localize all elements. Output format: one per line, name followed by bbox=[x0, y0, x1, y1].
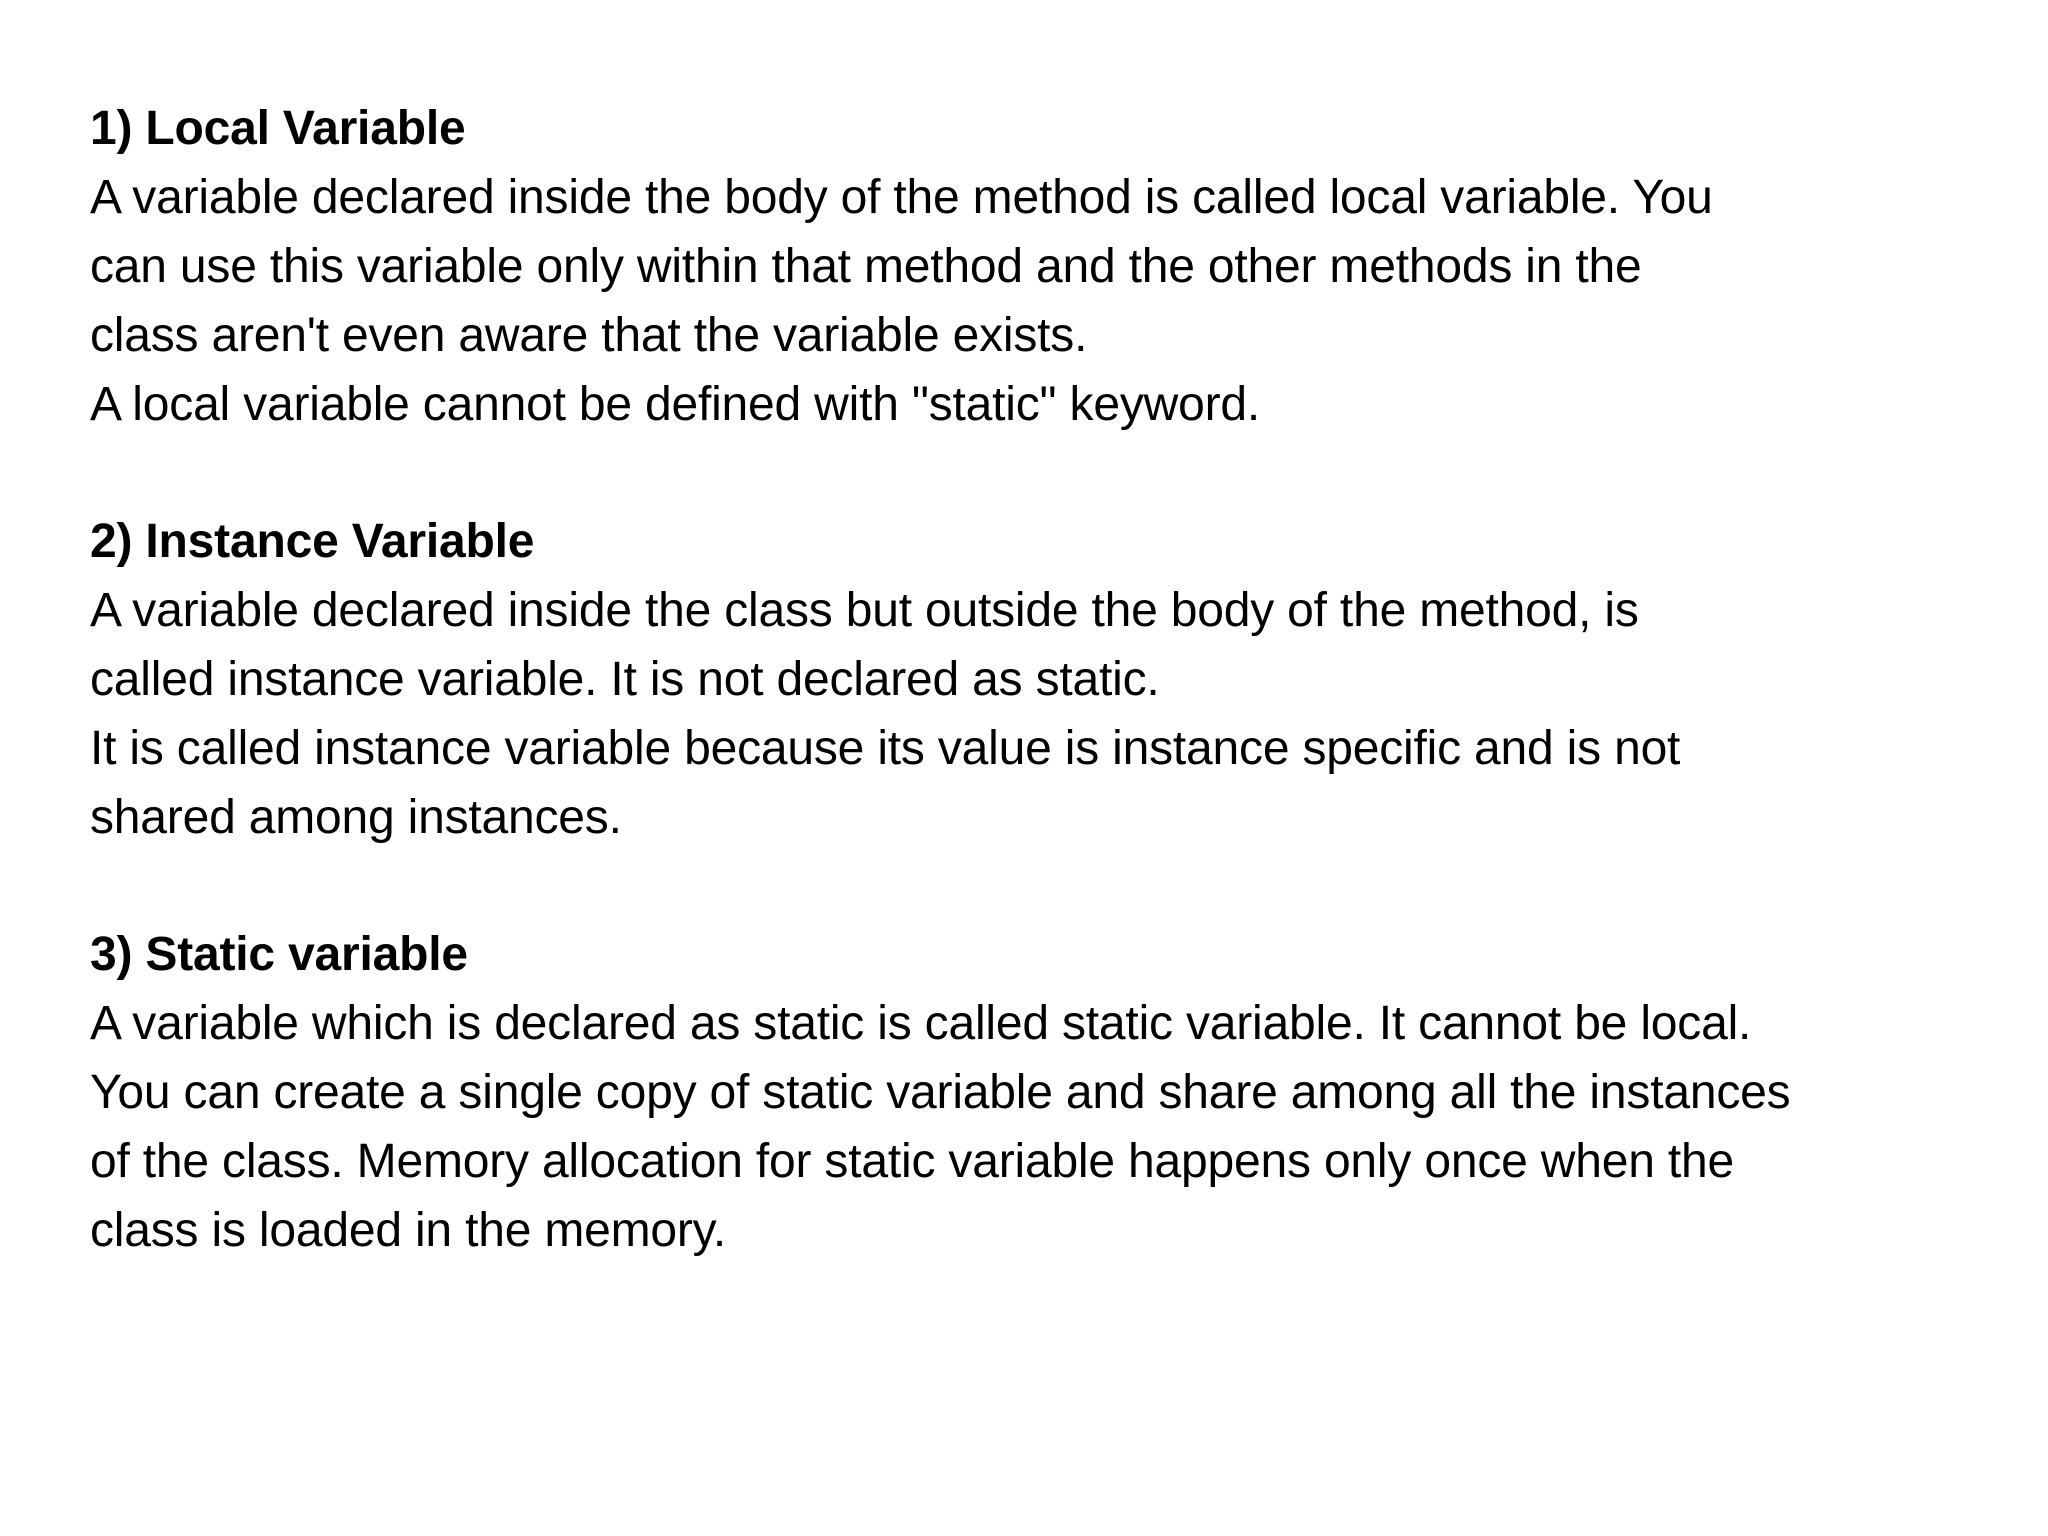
body-line: A variable declared inside the body of the method is called local variable. You bbox=[90, 171, 1713, 224]
body-line: A local variable cannot be defined with "static" keyword. bbox=[90, 378, 1260, 431]
document-page bbox=[90, 94, 1990, 1265]
body-line: A variable declared inside the class but outside the body of the method, is bbox=[90, 584, 1639, 637]
section-static-variable bbox=[90, 920, 1990, 1265]
section-heading: 3) Static variable bbox=[90, 928, 468, 981]
body-line: can use this variable only within that method and the other methods in the bbox=[90, 240, 1642, 293]
body-line: class is loaded in the memory. bbox=[90, 1204, 727, 1257]
section-heading: 2) Instance Variable bbox=[90, 515, 535, 568]
body-line: class aren't even aware that the variable exists. bbox=[90, 309, 1088, 362]
body-line: It is called instance variable because its value is instance specific and is not bbox=[90, 722, 1681, 775]
body-line: shared among instances. bbox=[90, 791, 622, 844]
body-line: of the class. Memory allocation for static variable happens only once when the bbox=[90, 1135, 1734, 1188]
body-line: A variable which is declared as static is called static variable. It cannot be local. bbox=[90, 997, 1752, 1050]
body-line: You can create a single copy of static variable and share among all the instances bbox=[90, 1066, 1791, 1119]
body-line: called instance variable. It is not declared as static. bbox=[90, 653, 1160, 706]
section-heading: 1) Local Variable bbox=[90, 102, 466, 155]
section-local-variable bbox=[90, 94, 1990, 439]
section-instance-variable bbox=[90, 507, 1990, 852]
